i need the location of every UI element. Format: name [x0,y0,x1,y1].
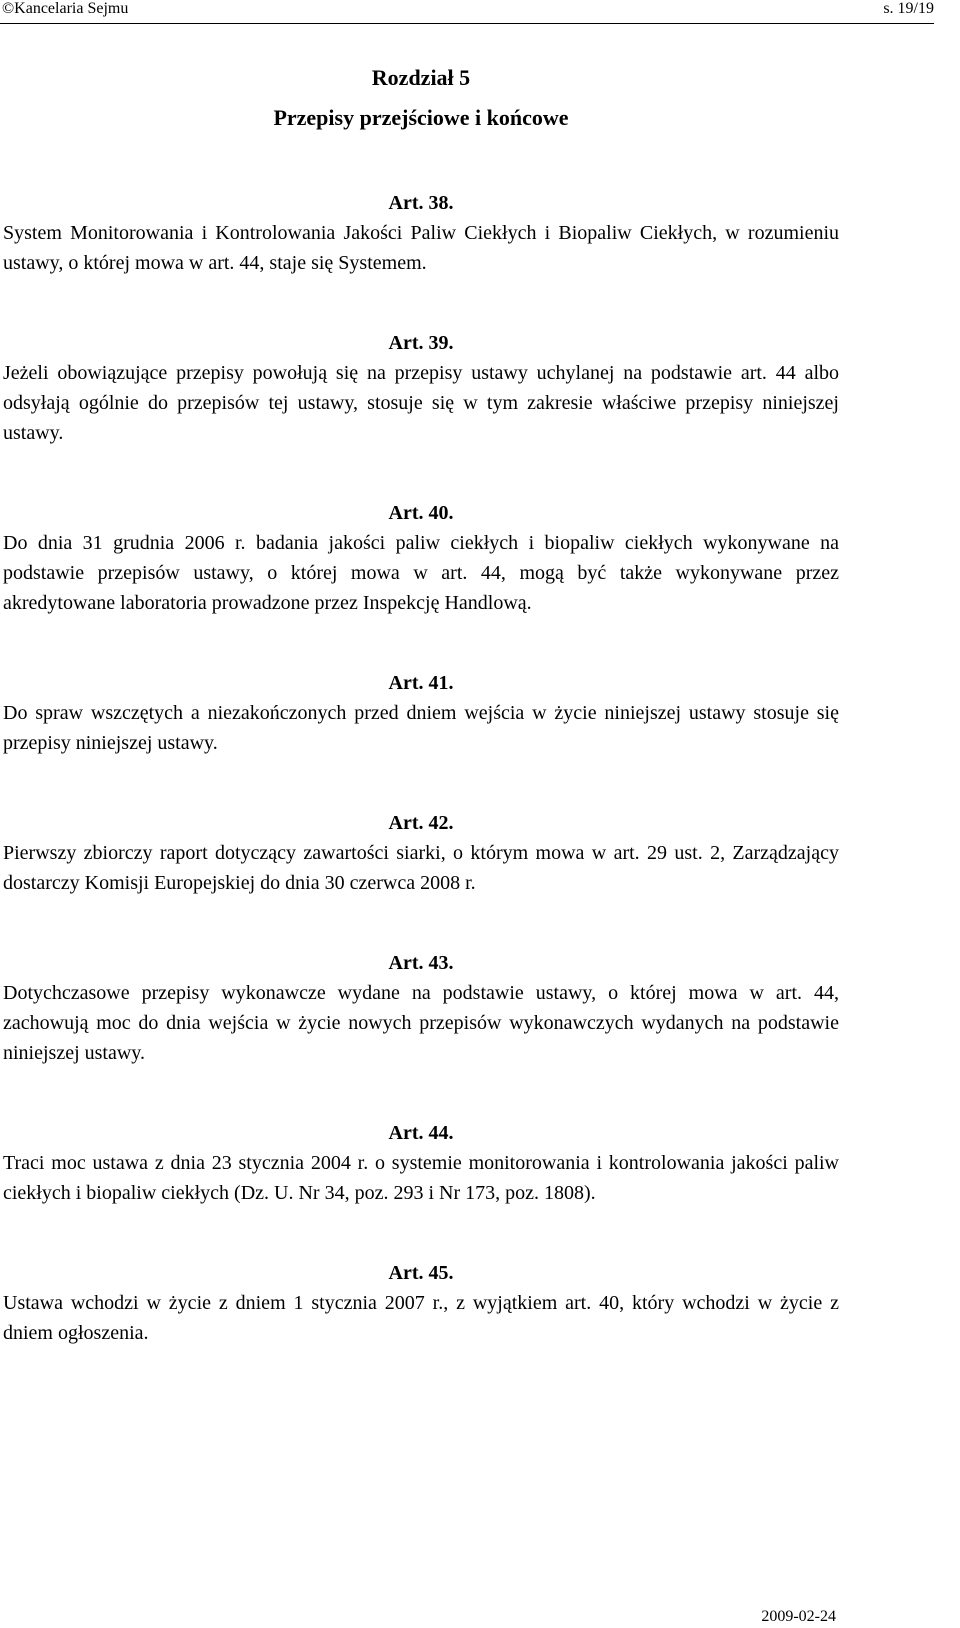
article-text: Traci moc ustawa z dnia 23 stycznia 2004 r. o systemie monitorowania i kontrolowania jakości paliw ciekłych i biopaliw ciekłych (Dz. U. Nr 34, poz. 293 i Nr 173, poz. 1808). [3,1152,839,1204]
document-body [3,58,839,1398]
chapter-title: Rozdział 5 [371,65,471,90]
article-text: Ustawa wchodzi w życie z dniem 1 stycznia 2007 r., z wyjątkiem art. 40, który wchodzi w życie z dniem ogłoszenia. [3,1292,839,1344]
publisher-label: ©Kancelaria Sejmu [2,0,129,17]
page-number: s. 19/19 [883,0,934,17]
article-45 [3,1258,839,1348]
article-number: Art. 39. [388,332,454,354]
article-42 [3,808,839,898]
article-text: Pierwszy zbiorczy raport dotyczący zawartości siarki, o którym mowa w art. 29 ust. 2, Zarządzający dostarczy Komisji Europejskiej do dnia 30 czerwca 2008 r. [3,842,839,894]
page-header [0,0,960,24]
article-number: Art. 38. [388,192,454,214]
article-number: Art. 42. [388,812,454,834]
article-text: Jeżeli obowiązujące przepisy powołują się na przepisy ustawy uchylanej na podstawie art. 44 albo odsyłają ogólnie do przepisów tej ustawy, stosuje się w tym zakresie właściwe przepisy niniejszej ustawy. [3,362,839,444]
article-text: Do spraw wszczętych a niezakończonych przed dniem wejścia w życie niniejszej ustawy stosuje się przepisy niniejszej ustawy. [3,702,839,754]
article-43 [3,948,839,1068]
article-text: Do dnia 31 grudnia 2006 r. badania jakości paliw ciekłych i biopaliw ciekłych wykonywane na podstawie przepisów ustawy, o której mowa w art. 44, mogą być także wykonywane przez akredytowane laboratoria prowadzone przez Inspekcję Handlową. [3,532,839,614]
article-41 [3,668,839,758]
article-text: System Monitorowania i Kontrolowania Jakości Paliw Ciekłych i Biopaliw Ciekłych, w rozumieniu ustawy, o której mowa w art. 44, staje się Systemem. [3,222,839,274]
article-40 [3,498,839,618]
article-38 [3,188,839,278]
article-number: Art. 40. [388,502,454,524]
document-date: 2009-02-24 [761,1608,836,1625]
article-number: Art. 44. [388,1122,454,1144]
article-number: Art. 43. [388,952,454,974]
article-44 [3,1118,839,1208]
article-number: Art. 41. [388,672,454,694]
article-39 [3,328,839,448]
article-number: Art. 45. [388,1262,454,1284]
article-text: Dotychczasowe przepisy wykonawcze wydane na podstawie ustawy, o której mowa w art. 44, zachowują moc do dnia wejścia w życie nowych przepisów wykonawczych wydanych na podstawie niniejszej ustawy. [3,982,839,1064]
chapter-subtitle: Przepisy przejściowe i końcowe [273,105,569,130]
header-divider [0,23,934,24]
